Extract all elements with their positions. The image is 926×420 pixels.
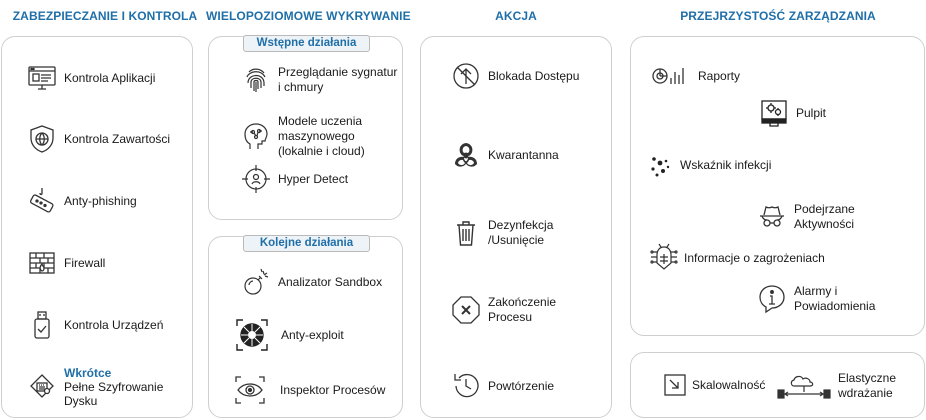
firewall-label: Firewall — [64, 255, 106, 270]
hyper-detect-item — [240, 163, 400, 195]
spy-icon — [756, 201, 788, 233]
suspicious-activity-label: Podejrzane Aktywności — [794, 202, 855, 231]
content-control-item — [26, 123, 191, 155]
dashboard-item — [758, 97, 878, 129]
disk-encryption-line1: Pełne Szyfrowanie — [64, 380, 164, 394]
globe-shield-icon — [26, 123, 58, 155]
anti-phishing-label: Anty-phishing — [64, 193, 137, 208]
device-control-item — [26, 309, 191, 341]
process-termination-item — [450, 294, 562, 326]
encrypted-disk-icon — [26, 371, 58, 403]
elastic-deployment-item — [776, 370, 922, 402]
alerts-item — [756, 283, 906, 315]
stop-x-icon — [450, 294, 482, 326]
rollback-label: Powtórzenie — [488, 378, 555, 393]
fingerprint-icon — [240, 64, 272, 96]
threat-intel-label: Informacje o zagrożeniach — [684, 250, 825, 265]
process-inspector-label: Inspektor Procesów — [280, 382, 386, 397]
quarantine-item — [450, 139, 610, 171]
alerts-label: Alarmy i Powiadomienia — [794, 284, 876, 313]
ml-models-item — [240, 114, 400, 159]
eye-icon — [234, 374, 266, 406]
hyper-detect-label: Hyper Detect — [278, 171, 349, 186]
biohazard-icon — [450, 139, 482, 171]
disk-encryption-label — [64, 366, 163, 408]
info-alert-icon — [756, 283, 788, 315]
resize-icon — [662, 372, 688, 398]
brain-head-icon — [240, 121, 272, 153]
brick-wall-fire-icon — [26, 247, 58, 279]
block-access-item — [450, 60, 610, 92]
scalability-label: Skalowalność — [692, 377, 766, 392]
anti-exploit-item — [235, 318, 400, 352]
scatter-dots-icon — [648, 149, 674, 181]
dashboard-label: Pulpit — [796, 105, 827, 120]
device-control-label: Kontrola Urządzeń — [64, 317, 164, 332]
app-control-item — [26, 62, 191, 94]
disinfection-item — [450, 217, 562, 249]
scalability-item — [662, 372, 782, 398]
soon-badge: Wkrótce — [64, 366, 112, 380]
elastic-deployment-label: Elastyczne wdrażanie — [838, 371, 897, 400]
block-access-label: Blokada Dostępu — [488, 68, 580, 83]
firewall-item — [26, 247, 191, 279]
ml-models-label: Modele uczenia maszynowego (lokalnie i cloud) — [278, 114, 365, 158]
app-control-label: Kontrola Aplikacji — [64, 70, 156, 85]
sandbox-item — [240, 266, 400, 298]
infection-indicator-label: Wskaźnik infekcji — [680, 157, 772, 172]
cloud-network-icon — [776, 370, 832, 402]
quarantine-label: Kwarantanna — [488, 147, 559, 162]
reports-label: Raporty — [698, 68, 741, 83]
blocked-arrow-icon — [450, 60, 482, 92]
process-inspector-item — [234, 374, 400, 406]
pre-actions-pill: Wstępne działania — [243, 35, 370, 52]
dashboard-monitor-icon — [758, 97, 790, 129]
threat-intel-item — [648, 242, 848, 274]
anti-exploit-label: Anty-exploit — [281, 327, 344, 342]
bomb-icon — [240, 266, 272, 298]
history-icon — [450, 370, 482, 402]
column-title-detection: WIELOPOZIOMOWE WYKRYWANIE — [206, 9, 411, 23]
column-title-action: AKCJA — [495, 9, 537, 23]
disk-encryption-item — [26, 366, 194, 408]
target-user-icon — [240, 163, 272, 195]
trash-icon — [450, 217, 482, 249]
signature-scan-label: Przeglądanie sygnatur i chmury — [278, 65, 398, 94]
usb-drive-icon — [26, 309, 58, 341]
content-control-label: Kontrola Zawartości — [64, 131, 171, 146]
disinfection-label: Dezynfekcja /Usunięcie — [488, 218, 554, 247]
aperture-icon — [235, 318, 269, 352]
infection-indicator-item — [648, 149, 828, 181]
process-termination-label: Zakończenie Procesu — [488, 295, 557, 324]
column-title-security: ZABEZPIECZANIE I KONTROLA — [12, 9, 198, 23]
rollback-item — [450, 370, 610, 402]
sandbox-label: Analizator Sandbox — [278, 274, 383, 289]
suspicious-activity-item — [756, 201, 916, 233]
hook-card-icon — [26, 185, 58, 217]
monitor-settings-icon — [26, 62, 58, 94]
signature-scan-item — [240, 64, 400, 96]
post-actions-pill: Kolejne działania — [243, 235, 370, 252]
column-title-management: PRZEJRZYSTOŚĆ ZARZĄDZANIA — [680, 9, 876, 23]
report-chart-icon — [650, 60, 688, 92]
disk-encryption-line2: Dysku — [64, 394, 98, 408]
anti-phishing-item — [26, 185, 191, 217]
reports-item — [650, 60, 830, 92]
virus-chip-icon — [648, 242, 680, 274]
